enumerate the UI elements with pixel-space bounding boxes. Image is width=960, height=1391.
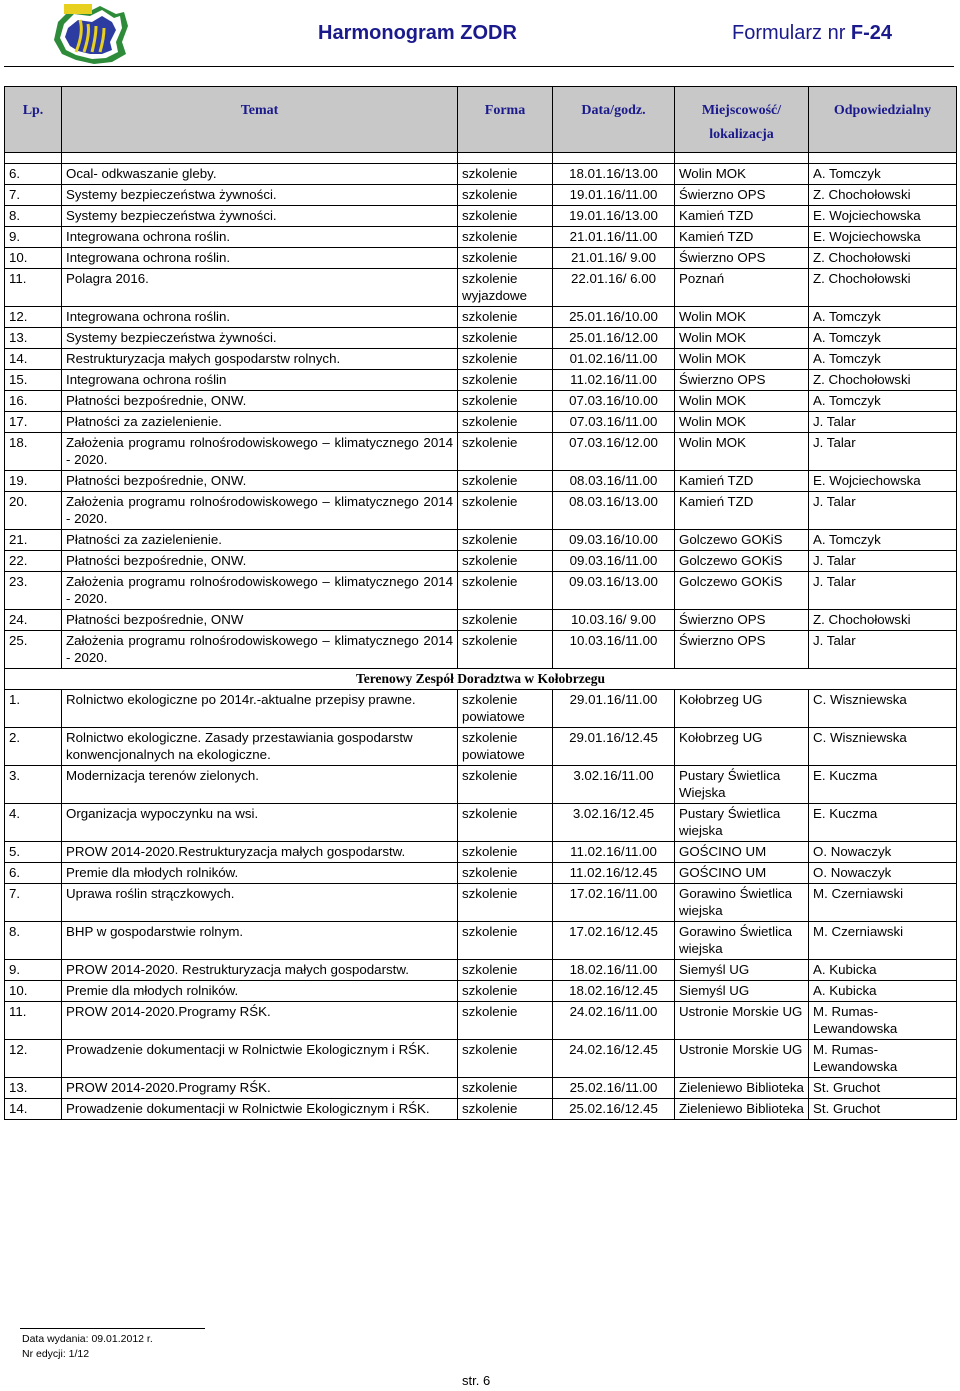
- row-topic: Prowadzenie dokumentacji w Rolnictwie Ekologicznym i RŚK.: [62, 1099, 458, 1120]
- row-date: 10.03.16/11.00: [553, 631, 675, 669]
- row-number: 9.: [5, 227, 62, 248]
- row-date: 11.02.16/11.00: [553, 842, 675, 863]
- row-form: szkolenie wyjazdowe: [458, 269, 553, 307]
- row-date: 25.02.16/12.45: [553, 1099, 675, 1120]
- table-body-part-b: [5, 690, 957, 1120]
- row-date: 08.03.16/13.00: [553, 492, 675, 530]
- row-topic: Płatności bezpośrednie, ONW.: [62, 471, 458, 492]
- table-row: [5, 206, 957, 227]
- row-number: 18.: [5, 433, 62, 471]
- row-form: szkolenie: [458, 804, 553, 842]
- row-responsible: O. Nowaczyk: [809, 863, 957, 884]
- row-responsible: A. Tomczyk: [809, 391, 957, 412]
- row-responsible: Z. Chochołowski: [809, 610, 957, 631]
- row-location: Kamień TZD: [675, 206, 809, 227]
- row-date: 3.02.16/11.00: [553, 766, 675, 804]
- row-location: Wolin MOK: [675, 349, 809, 370]
- row-date: 08.03.16/11.00: [553, 471, 675, 492]
- row-date: 25.01.16/12.00: [553, 328, 675, 349]
- table-row: [5, 391, 957, 412]
- row-location: Golczewo GOKiS: [675, 530, 809, 551]
- table-row: [5, 269, 957, 307]
- row-location: Gorawino Świetlica wiejska: [675, 884, 809, 922]
- row-number: 10.: [5, 981, 62, 1002]
- footer-rule: [20, 1328, 205, 1329]
- row-form: szkolenie: [458, 922, 553, 960]
- row-form: szkolenie: [458, 492, 553, 530]
- row-form: szkolenie: [458, 981, 553, 1002]
- row-location: Golczewo GOKiS: [675, 572, 809, 610]
- row-location: Wolin MOK: [675, 307, 809, 328]
- row-date: 21.01.16/ 9.00: [553, 248, 675, 269]
- row-date: 11.02.16/11.00: [553, 370, 675, 391]
- table-row: [5, 1078, 957, 1099]
- row-form: szkolenie: [458, 248, 553, 269]
- row-topic: Prowadzenie dokumentacji w Rolnictwie Ekologicznym i RŚK.: [62, 1040, 458, 1078]
- row-responsible: M. Czerniawski: [809, 884, 957, 922]
- row-topic: BHP w gospodarstwie rolnym.: [62, 922, 458, 960]
- row-topic: Płatności bezpośrednie, ONW: [62, 610, 458, 631]
- row-location: Siemyśl UG: [675, 960, 809, 981]
- table-row: [5, 960, 957, 981]
- row-responsible: J. Talar: [809, 492, 957, 530]
- row-topic: Płatności za zazielenienie.: [62, 412, 458, 433]
- row-topic: Premie dla młodych rolników.: [62, 981, 458, 1002]
- row-number: 6.: [5, 164, 62, 185]
- row-number: 12.: [5, 307, 62, 328]
- zodr-logo: [50, 2, 132, 68]
- row-topic: Systemy bezpieczeństwa żywności.: [62, 206, 458, 227]
- row-form: szkolenie: [458, 433, 553, 471]
- row-location: Kołobrzeg UG: [675, 728, 809, 766]
- page-header: [0, 0, 960, 70]
- row-date: 21.01.16/11.00: [553, 227, 675, 248]
- row-number: 13.: [5, 1078, 62, 1099]
- row-responsible: St. Gruchot: [809, 1078, 957, 1099]
- row-date: 18.02.16/12.45: [553, 981, 675, 1002]
- table-row: [5, 471, 957, 492]
- row-date: 19.01.16/13.00: [553, 206, 675, 227]
- table-row: [5, 690, 957, 728]
- row-date: 3.02.16/12.45: [553, 804, 675, 842]
- table-row: [5, 370, 957, 391]
- row-topic: PROW 2014-2020. Restrukturyzacja małych gospodarstw.: [62, 960, 458, 981]
- row-date: 17.02.16/12.45: [553, 922, 675, 960]
- document-title: Harmonogram ZODR: [318, 22, 517, 44]
- row-responsible: O. Nowaczyk: [809, 842, 957, 863]
- row-form: szkolenie: [458, 206, 553, 227]
- table-row: [5, 610, 957, 631]
- row-location: Świerzno OPS: [675, 185, 809, 206]
- table-row: [5, 631, 957, 669]
- row-topic: Integrowana ochrona roślin: [62, 370, 458, 391]
- row-responsible: J. Talar: [809, 631, 957, 669]
- row-location: Świerzno OPS: [675, 610, 809, 631]
- row-number: 12.: [5, 1040, 62, 1078]
- row-topic: Założenia programu rolnośrodowiskowego – klimatycznego 2014 - 2020.: [62, 572, 458, 610]
- row-responsible: M. Czerniawski: [809, 922, 957, 960]
- table-header-row: [5, 87, 957, 153]
- row-form: szkolenie: [458, 572, 553, 610]
- table-row: [5, 1099, 957, 1120]
- row-topic: Założenia programu rolnośrodowiskowego – klimatycznego 2014 - 2020.: [62, 433, 458, 471]
- row-location: Pustary Świetlica wiejska: [675, 804, 809, 842]
- edition-number: Nr edycji: 1/12: [22, 1348, 90, 1360]
- table-row: [5, 164, 957, 185]
- row-number: 8.: [5, 922, 62, 960]
- row-topic: Systemy bezpieczeństwa żywności.: [62, 328, 458, 349]
- row-date: 09.03.16/13.00: [553, 572, 675, 610]
- row-date: 29.01.16/11.00: [553, 690, 675, 728]
- row-form: szkolenie: [458, 370, 553, 391]
- row-form: szkolenie: [458, 391, 553, 412]
- row-location: Świerzno OPS: [675, 370, 809, 391]
- row-location: Wolin MOK: [675, 391, 809, 412]
- row-topic: Modernizacja terenów zielonych.: [62, 766, 458, 804]
- row-form: szkolenie: [458, 631, 553, 669]
- row-number: 24.: [5, 610, 62, 631]
- row-responsible: A. Tomczyk: [809, 349, 957, 370]
- row-number: 7.: [5, 884, 62, 922]
- row-date: 25.02.16/11.00: [553, 1078, 675, 1099]
- row-date: 19.01.16/11.00: [553, 185, 675, 206]
- col-header-odpowiedzialny: Odpowiedzialny: [809, 87, 957, 153]
- table-row: [5, 349, 957, 370]
- row-responsible: E. Wojciechowska: [809, 227, 957, 248]
- row-number: 23.: [5, 572, 62, 610]
- row-location: GOŚCINO UM: [675, 863, 809, 884]
- row-location: Świerzno OPS: [675, 631, 809, 669]
- row-form: szkolenie: [458, 766, 553, 804]
- row-number: 3.: [5, 766, 62, 804]
- col-header-miejscowosc: Miejscowość/ lokalizacja: [675, 87, 809, 153]
- row-number: 19.: [5, 471, 62, 492]
- section-header: [5, 669, 957, 690]
- row-form: szkolenie: [458, 884, 553, 922]
- row-responsible: J. Talar: [809, 572, 957, 610]
- row-location: Pustary Świetlica Wiejska: [675, 766, 809, 804]
- col-header-lp: Lp.: [5, 87, 62, 153]
- row-responsible: E. Wojciechowska: [809, 206, 957, 227]
- row-form: szkolenie powiatowe: [458, 728, 553, 766]
- row-topic: Organizacja wypoczynku na wsi.: [62, 804, 458, 842]
- row-topic: PROW 2014-2020.Programy RŚK.: [62, 1002, 458, 1040]
- row-number: 8.: [5, 206, 62, 227]
- row-topic: Płatności bezpośrednie, ONW.: [62, 391, 458, 412]
- row-responsible: A. Tomczyk: [809, 164, 957, 185]
- row-responsible: Z. Chochołowski: [809, 185, 957, 206]
- row-date: 17.02.16/11.00: [553, 884, 675, 922]
- row-responsible: St. Gruchot: [809, 1099, 957, 1120]
- row-topic: Płatności bezpośrednie, ONW.: [62, 551, 458, 572]
- row-number: 14.: [5, 349, 62, 370]
- row-responsible: Z. Chochołowski: [809, 370, 957, 391]
- row-form: szkolenie: [458, 960, 553, 981]
- row-topic: Ocal- odkwaszanie gleby.: [62, 164, 458, 185]
- row-location: Wolin MOK: [675, 412, 809, 433]
- row-form: szkolenie: [458, 530, 553, 551]
- row-topic: Rolnictwo ekologiczne. Zasady przestawiania gospodarstw konwencjonalnych na ekologiczne.: [62, 728, 458, 766]
- table-row: [5, 863, 957, 884]
- col-header-forma: Forma: [458, 87, 553, 153]
- row-form: szkolenie: [458, 227, 553, 248]
- row-topic: Integrowana ochrona roślin.: [62, 248, 458, 269]
- row-date: 07.03.16/12.00: [553, 433, 675, 471]
- row-form: szkolenie: [458, 349, 553, 370]
- table-row: [5, 551, 957, 572]
- table-row: [5, 530, 957, 551]
- table-row: [5, 307, 957, 328]
- table-row: [5, 1002, 957, 1040]
- issue-date: Data wydania: 09.01.2012 r.: [22, 1333, 153, 1345]
- header-rule: [4, 66, 954, 67]
- row-number: 13.: [5, 328, 62, 349]
- table-row: [5, 412, 957, 433]
- row-location: Ustronie Morskie UG: [675, 1002, 809, 1040]
- row-form: szkolenie: [458, 863, 553, 884]
- table-row: [5, 766, 957, 804]
- row-date: 18.02.16/11.00: [553, 960, 675, 981]
- col-header-data: Data/godz.: [553, 87, 675, 153]
- row-form: szkolenie: [458, 328, 553, 349]
- row-topic: Integrowana ochrona roślin.: [62, 307, 458, 328]
- row-responsible: C. Wiszniewska: [809, 690, 957, 728]
- table-row: [5, 185, 957, 206]
- row-topic: Premie dla młodych rolników.: [62, 863, 458, 884]
- table-row: [5, 328, 957, 349]
- row-topic: Restrukturyzacja małych gospodarstw rolnych.: [62, 349, 458, 370]
- row-location: Poznań: [675, 269, 809, 307]
- row-date: 18.01.16/13.00: [553, 164, 675, 185]
- row-form: szkolenie powiatowe: [458, 690, 553, 728]
- section-title: Terenowy Zespół Doradztwa w Kołobrzegu: [5, 669, 957, 690]
- row-topic: Uprawa roślin strączkowych.: [62, 884, 458, 922]
- row-topic: Rolnictwo ekologiczne po 2014r.-aktualne przepisy prawne.: [62, 690, 458, 728]
- row-date: 11.02.16/12.45: [553, 863, 675, 884]
- row-form: szkolenie: [458, 307, 553, 328]
- spacer-row: [5, 153, 957, 164]
- row-form: szkolenie: [458, 842, 553, 863]
- row-responsible: C. Wiszniewska: [809, 728, 957, 766]
- section-row: [5, 669, 957, 690]
- row-location: Kamień TZD: [675, 227, 809, 248]
- row-topic: PROW 2014-2020.Programy RŚK.: [62, 1078, 458, 1099]
- row-topic: PROW 2014-2020.Restrukturyzacja małych gospodarstw.: [62, 842, 458, 863]
- row-topic: Założenia programu rolnośrodowiskowego – klimatycznego 2014 - 2020.: [62, 631, 458, 669]
- row-location: Kamień TZD: [675, 471, 809, 492]
- row-topic: Polagra 2016.: [62, 269, 458, 307]
- row-number: 11.: [5, 269, 62, 307]
- row-form: szkolenie: [458, 164, 553, 185]
- row-number: 25.: [5, 631, 62, 669]
- row-responsible: E. Kuczma: [809, 804, 957, 842]
- row-number: 17.: [5, 412, 62, 433]
- table-row: [5, 884, 957, 922]
- row-topic: Systemy bezpieczeństwa żywności.: [62, 185, 458, 206]
- row-date: 10.03.16/ 9.00: [553, 610, 675, 631]
- row-number: 5.: [5, 842, 62, 863]
- row-number: 21.: [5, 530, 62, 551]
- row-number: 6.: [5, 863, 62, 884]
- row-responsible: A. Kubicka: [809, 981, 957, 1002]
- row-number: 15.: [5, 370, 62, 391]
- row-number: 11.: [5, 1002, 62, 1040]
- row-location: Wolin MOK: [675, 164, 809, 185]
- table-body-part-a: [5, 153, 957, 669]
- table-row: [5, 572, 957, 610]
- row-form: szkolenie: [458, 1099, 553, 1120]
- form-number: Formularz nr F-24: [732, 22, 893, 44]
- row-topic: Założenia programu rolnośrodowiskowego – klimatycznego 2014 - 2020.: [62, 492, 458, 530]
- row-number: 1.: [5, 690, 62, 728]
- row-responsible: M. Rumas-Lewandowska: [809, 1002, 957, 1040]
- col-header-temat: Temat: [62, 87, 458, 153]
- row-date: 25.01.16/10.00: [553, 307, 675, 328]
- table-row: [5, 248, 957, 269]
- table-row: [5, 433, 957, 471]
- table-row: [5, 227, 957, 248]
- row-responsible: A. Tomczyk: [809, 328, 957, 349]
- row-responsible: Z. Chochołowski: [809, 269, 957, 307]
- row-location: Zieleniewo Biblioteka: [675, 1099, 809, 1120]
- row-form: szkolenie: [458, 1078, 553, 1099]
- row-number: 4.: [5, 804, 62, 842]
- row-date: 24.02.16/12.45: [553, 1040, 675, 1078]
- row-number: 2.: [5, 728, 62, 766]
- row-number: 20.: [5, 492, 62, 530]
- schedule-table: [4, 86, 957, 1120]
- row-number: 14.: [5, 1099, 62, 1120]
- table-row: [5, 728, 957, 766]
- table-row: [5, 922, 957, 960]
- row-location: Siemyśl UG: [675, 981, 809, 1002]
- row-location: Gorawino Świetlica wiejska: [675, 922, 809, 960]
- row-responsible: J. Talar: [809, 551, 957, 572]
- row-responsible: J. Talar: [809, 412, 957, 433]
- row-responsible: Z. Chochołowski: [809, 248, 957, 269]
- row-location: Kołobrzeg UG: [675, 690, 809, 728]
- table-row: [5, 981, 957, 1002]
- table-row: [5, 804, 957, 842]
- row-responsible: E. Wojciechowska: [809, 471, 957, 492]
- row-topic: Integrowana ochrona roślin.: [62, 227, 458, 248]
- row-date: 09.03.16/11.00: [553, 551, 675, 572]
- table-row: [5, 492, 957, 530]
- row-responsible: M. Rumas-Lewandowska: [809, 1040, 957, 1078]
- row-number: 16.: [5, 391, 62, 412]
- row-form: szkolenie: [458, 610, 553, 631]
- row-topic: Płatności za zazielenienie.: [62, 530, 458, 551]
- row-form: szkolenie: [458, 185, 553, 206]
- row-responsible: E. Kuczma: [809, 766, 957, 804]
- row-number: 9.: [5, 960, 62, 981]
- row-location: Wolin MOK: [675, 433, 809, 471]
- row-date: 07.03.16/10.00: [553, 391, 675, 412]
- row-location: Golczewo GOKiS: [675, 551, 809, 572]
- row-location: Zieleniewo Biblioteka: [675, 1078, 809, 1099]
- row-form: szkolenie: [458, 1002, 553, 1040]
- row-location: Kamień TZD: [675, 492, 809, 530]
- table-row: [5, 1040, 957, 1078]
- row-form: szkolenie: [458, 551, 553, 572]
- row-date: 22.01.16/ 6.00: [553, 269, 675, 307]
- row-form: szkolenie: [458, 412, 553, 433]
- row-form: szkolenie: [458, 1040, 553, 1078]
- row-location: Wolin MOK: [675, 328, 809, 349]
- table-row: [5, 842, 957, 863]
- row-number: 22.: [5, 551, 62, 572]
- row-date: 01.02.16/11.00: [553, 349, 675, 370]
- row-number: 10.: [5, 248, 62, 269]
- row-responsible: A. Kubicka: [809, 960, 957, 981]
- row-date: 07.03.16/11.00: [553, 412, 675, 433]
- row-responsible: A. Tomczyk: [809, 530, 957, 551]
- row-location: Ustronie Morskie UG: [675, 1040, 809, 1078]
- row-responsible: J. Talar: [809, 433, 957, 471]
- row-date: 29.01.16/12.45: [553, 728, 675, 766]
- row-date: 09.03.16/10.00: [553, 530, 675, 551]
- row-location: GOŚCINO UM: [675, 842, 809, 863]
- row-form: szkolenie: [458, 471, 553, 492]
- row-date: 24.02.16/11.00: [553, 1002, 675, 1040]
- page-number: str. 6: [462, 1373, 491, 1388]
- row-location: Świerzno OPS: [675, 248, 809, 269]
- row-responsible: A. Tomczyk: [809, 307, 957, 328]
- row-number: 7.: [5, 185, 62, 206]
